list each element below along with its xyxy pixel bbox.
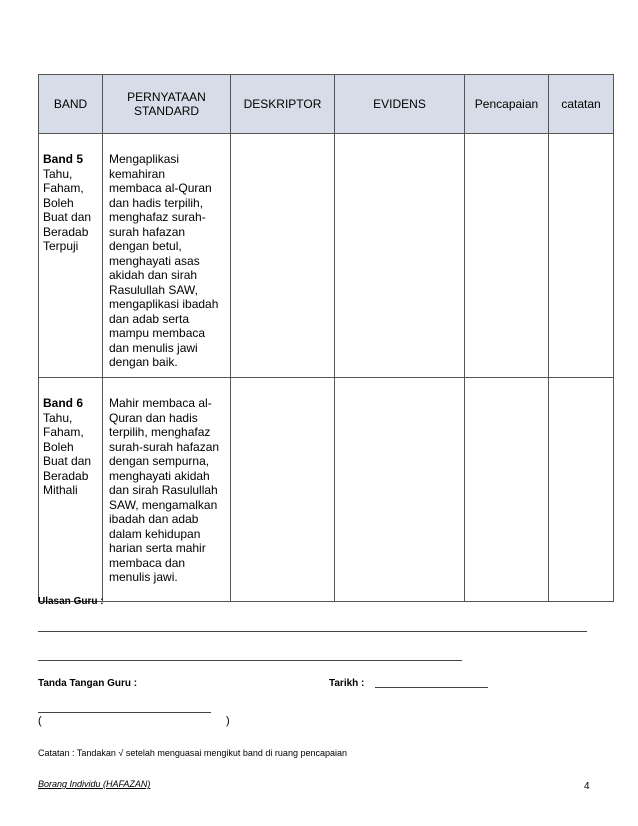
statement-line: mampu membaca <box>109 326 206 340</box>
signature-line[interactable] <box>38 712 211 713</box>
statement-line: dan menulis jawi <box>109 340 198 355</box>
header-pencapaian: Pencapaian <box>465 75 549 134</box>
band-line: Mithali <box>43 483 78 497</box>
table-row <box>39 134 614 378</box>
statement-line: dengan baik. <box>109 355 178 369</box>
statement-line: menulis jawi. <box>109 570 178 584</box>
achievement-cell[interactable] <box>465 134 549 378</box>
statement-line: terpilih, menghafaz <box>109 425 211 439</box>
statement-line: membaca dan <box>109 555 186 570</box>
statement-line: Mahir membaca al- <box>109 396 212 410</box>
band-line: Tahu, <box>43 410 73 425</box>
statement-line: akidah dan sirah <box>109 268 198 282</box>
table-header-row <box>39 75 614 134</box>
statement-line: kemahiran <box>109 166 166 181</box>
statement-cell <box>103 134 231 378</box>
achievement-cell[interactable] <box>465 378 549 602</box>
band-line: Beradab <box>43 468 89 483</box>
statement-line: dalam kehidupan <box>109 526 201 541</box>
note-text: Catatan : Tandakan √ setelah menguasai mengikut band di ruang pencapaian <box>38 748 347 758</box>
statement-line: dengan betul, <box>109 239 182 253</box>
band-cell <box>39 134 103 378</box>
evidence-cell[interactable] <box>335 134 465 378</box>
notes-cell[interactable] <box>549 378 614 602</box>
statement-line: dengan sempurna, <box>109 454 210 468</box>
statement-line: Rasulullah SAW, <box>109 282 198 297</box>
comments-label: Ulasan Guru : <box>38 596 104 607</box>
statement-line: SAW, mengamalkan <box>109 497 218 512</box>
descriptor-cell[interactable] <box>231 378 335 602</box>
statement-line: ibadah dan adab <box>109 512 199 526</box>
band-title: Band 5 <box>43 152 84 166</box>
statement-cell <box>103 378 231 602</box>
statement-line: mengaplikasi ibadah <box>109 297 219 311</box>
name-close-paren: ) <box>226 715 230 727</box>
band-line: Buat dan <box>43 210 92 224</box>
statement-line: dan sirah Rasulullah <box>109 483 218 497</box>
band-line: Faham, <box>43 425 84 439</box>
band-title: Band 6 <box>43 396 84 410</box>
statement-line: dan hadis terpilih, <box>109 195 204 210</box>
form-name: Borang Individu (HAFAZAN) <box>38 779 151 789</box>
statement-line: dan adab serta <box>109 311 190 326</box>
statement-line: menghayati asas <box>109 253 200 268</box>
evidence-cell[interactable] <box>335 378 465 602</box>
comment-line[interactable] <box>38 660 462 661</box>
date-line[interactable] <box>375 687 488 688</box>
band-line: Boleh <box>43 195 74 210</box>
header-deskriptor: DESKRIPTOR <box>231 75 335 134</box>
band-cell <box>39 378 103 602</box>
band-line: Terpuji <box>43 239 79 253</box>
statement-line: Mengaplikasi <box>109 152 180 166</box>
statement-line: menghafaz surah- <box>109 210 206 224</box>
signature-label: Tanda Tangan Guru : <box>38 678 138 689</box>
statement-line: Quran dan hadis <box>109 410 198 425</box>
band-line: Beradab <box>43 224 89 239</box>
date-label: Tarikh : <box>329 678 365 689</box>
header-band: BAND <box>39 75 103 134</box>
comment-line[interactable] <box>38 631 587 632</box>
notes-cell[interactable] <box>549 134 614 378</box>
band-line: Faham, <box>43 181 84 195</box>
header-pernyataan-standard: PERNYATAAN STANDARD <box>103 75 231 134</box>
band-line: Buat dan <box>43 454 92 468</box>
header-evidens: EVIDENS <box>335 75 465 134</box>
statement-line: membaca al-Quran <box>109 181 212 195</box>
name-open-paren: ( <box>38 715 42 727</box>
statement-line: surah hafazan <box>109 224 186 239</box>
band-line: Tahu, <box>43 166 73 181</box>
band-line: Boleh <box>43 439 74 454</box>
statement-line: harian serta mahir <box>109 541 206 555</box>
rubric-table <box>38 74 614 602</box>
header-catatan: catatan <box>549 75 614 134</box>
statement-line: surah-surah hafazan <box>109 439 220 454</box>
statement-line: menghayati akidah <box>109 468 210 483</box>
descriptor-cell[interactable] <box>231 134 335 378</box>
page-number: 4 <box>584 781 590 792</box>
table-row <box>39 378 614 602</box>
